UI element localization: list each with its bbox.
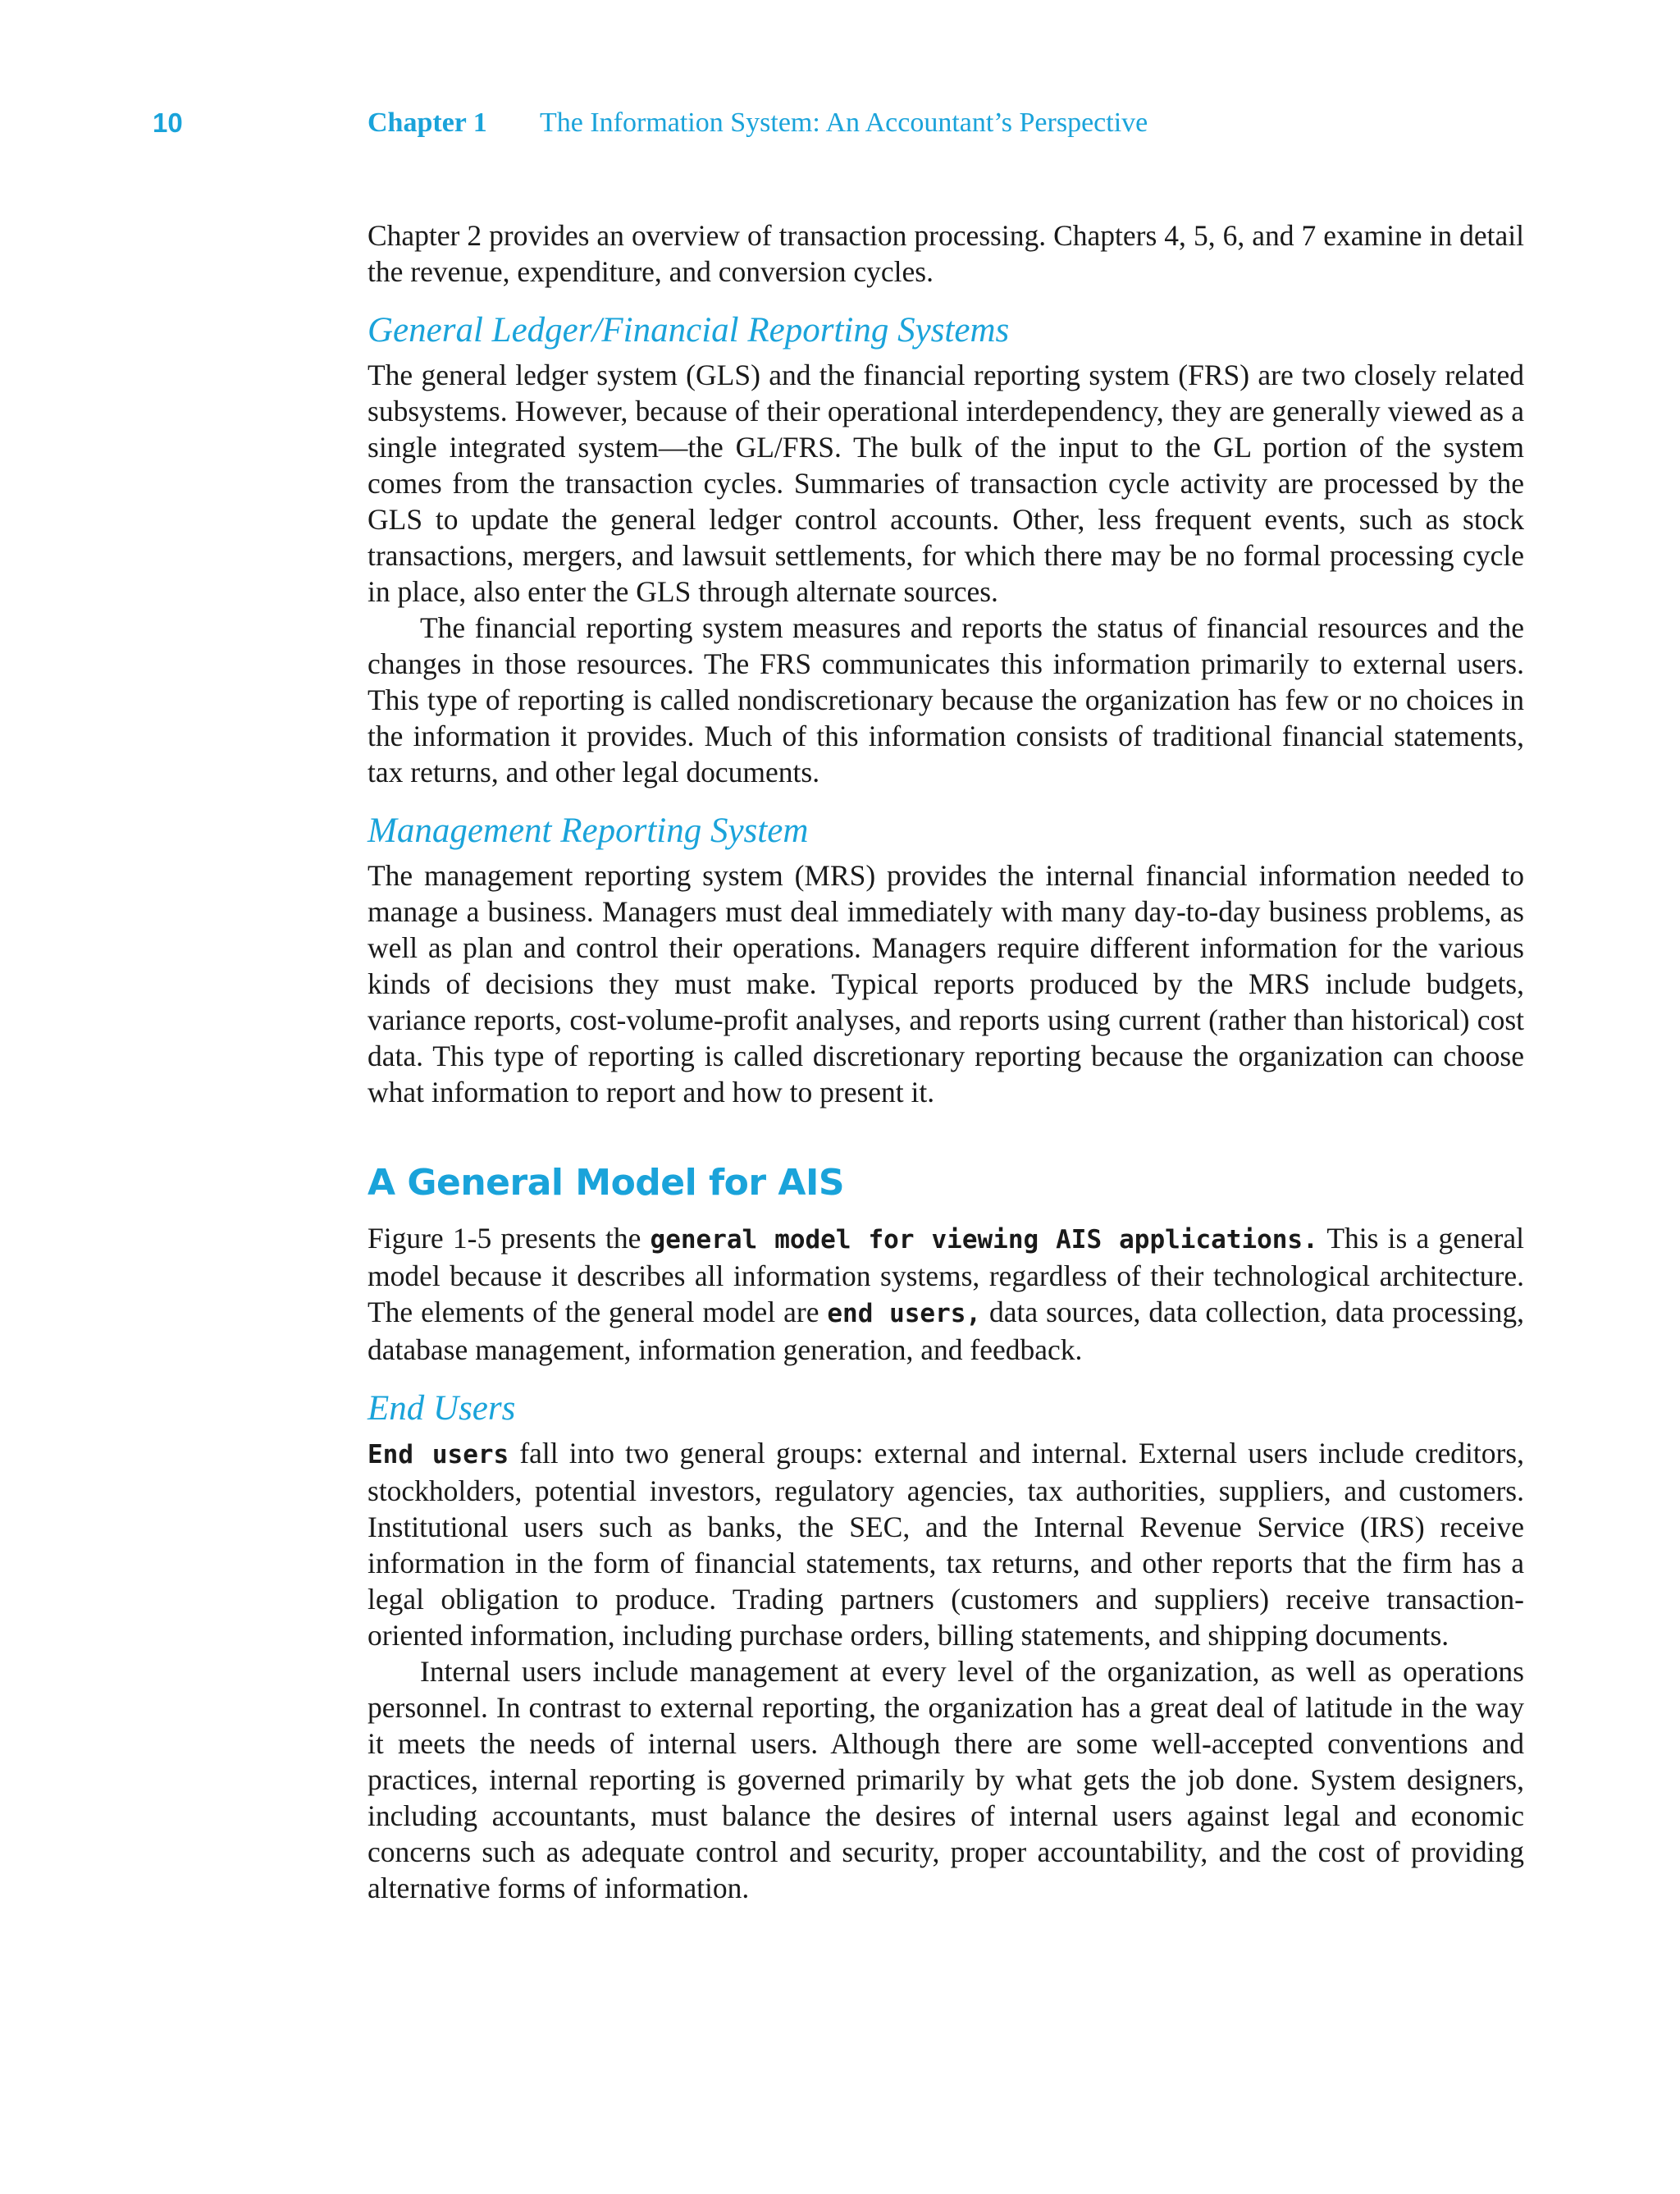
section-heading-mrs: Management Reporting System (368, 811, 809, 850)
general-model-text-c: data sources, data collection, data processing, database management, information generation, and feedback. (368, 1296, 1524, 1366)
page-body (368, 217, 1524, 1906)
general-model-paragraph (368, 1220, 1524, 1368)
gl-frs-paragraph-2: The financial reporting system measures and reports the status of financial resources and the changes in those resources. The FRS communicates this information primarily to external users. This type of reporting is called nondiscretionary because the organization has few or no choices in the information it provides. Much of this information consists of traditional financial statements, tax returns, and other legal documents. (368, 611, 1524, 788)
key-term-end-users-lead: End users (368, 1440, 509, 1470)
chapter-label: Chapter 1 (368, 107, 487, 138)
gl-frs-paragraph-1: The general ledger system (GLS) and the financial reporting system (FRS) are two closely related subsystems. However, because of their operational interdependency, they are generally viewed as a single integrated system—the GL/FRS. The bulk of the input to the GL portion of the system comes from the transaction cycles. Summaries of transaction cycle activity are processed by the GLS to update the general ledger control accounts. Other, less frequent events, such as stock transactions, mergers, and lawsuit settlements, for which there may be no formal processing cycle in place, also enter the GLS through alternate sources. (368, 359, 1524, 608)
end-users-paragraph-1 (368, 1435, 1524, 1653)
section-heading-end-users: End Users (368, 1389, 516, 1428)
page-number: 10 (153, 107, 183, 138)
chapter-title: The Information System: An Accountant’s Perspective (540, 107, 1148, 138)
section-heading-gl-frs: General Ledger/Financial Reporting Systems (368, 311, 1010, 350)
general-model-text-a: Figure 1-5 presents the (368, 1222, 651, 1255)
general-model-text-b: This is a general model because it describes all information systems, regardless of their technological architecture. The elements of the general model are (368, 1222, 1524, 1328)
end-users-paragraph-2: Internal users include management at every level of the organization, as well as operations personnel. In contrast to external reporting, the organization has a great deal of latitude in the way it meets the needs of internal users. Although there are some well-accepted conventions and practices, internal reporting is governed primarily by what gets the job done. System designers, including accountants, must balance the desires of internal users against legal and economic concerns such as adequate control and security, proper accountability, and the cost of providing alternative forms of information. (368, 1655, 1524, 1904)
running-head (0, 107, 1680, 149)
intro-paragraph: Chapter 2 provides an overview of transaction processing. Chapters 4, 5, 6, and 7 examine in detail the revenue, expenditure, and conversion cycles. (368, 219, 1524, 288)
mrs-paragraph-1: The management reporting system (MRS) provides the internal financial information needed to manage a business. Managers must deal immediately with many day-to-day business problems, as well as plan and control their operations. Managers require different information for the various kinds of decisions they must make. Typical reports produced by the MRS include budgets, variance reports, cost-volume-profit analyses, and reports using current (rather than historical) cost data. This type of reporting is called discretionary reporting because the organization can choose what information to report and how to present it. (368, 859, 1524, 1108)
end-users-text: fall into two general groups: external and internal. External users include creditors, stockholders, potential investors, regulatory agencies, tax authorities, suppliers, and customers. Institutional users such as banks, the SEC, and the Internal Revenue Service (IRS) receive information in the form of financial statements, tax returns, and other reports that the firm has a legal obligation to produce. Trading partners (customers and suppliers) receive transaction-oriented information, including purchase orders, billing statements, and shipping documents. (368, 1437, 1524, 1652)
key-term-end-users: end users, (827, 1299, 982, 1328)
key-term-general-model: general model for viewing AIS applications. (650, 1225, 1318, 1255)
section-heading-general-model: A General Model for AIS (368, 1162, 845, 1204)
